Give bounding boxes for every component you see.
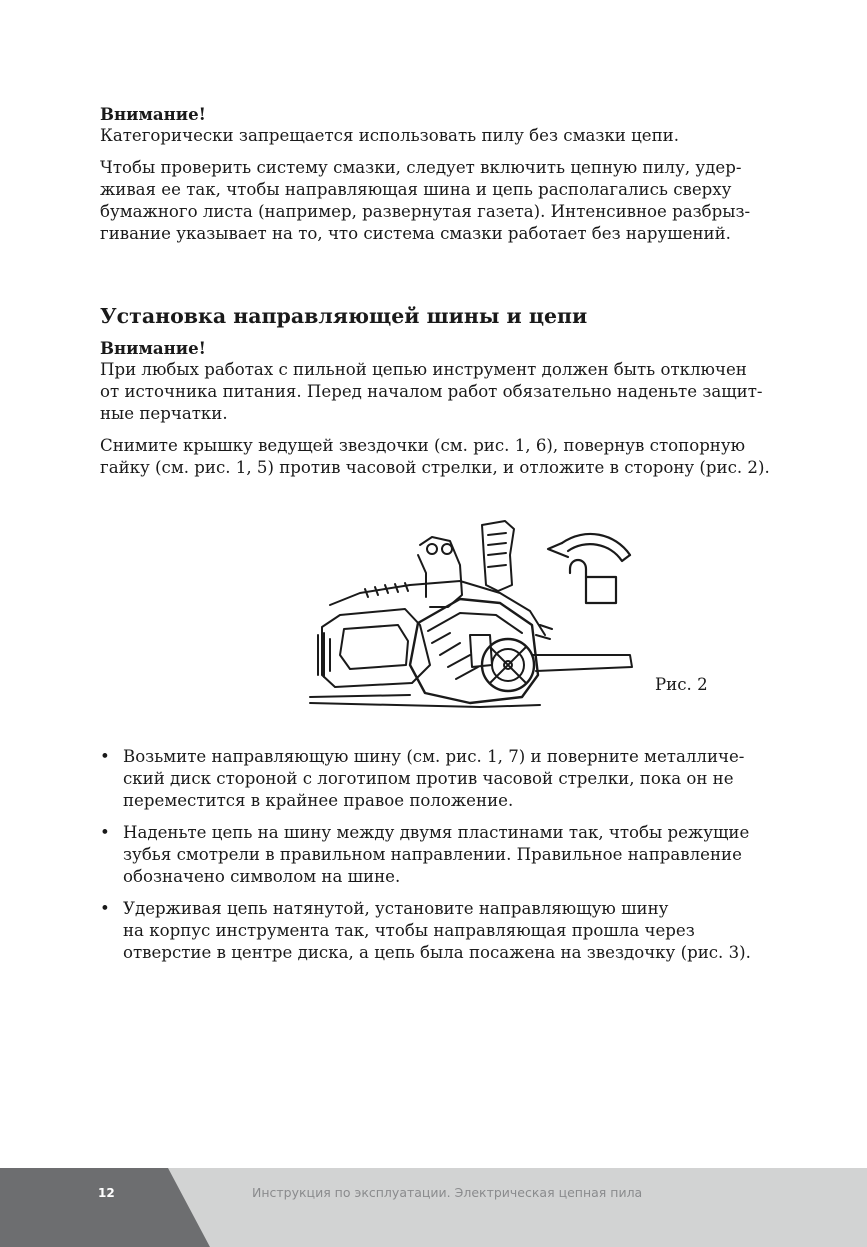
footer-dark-block [0,1168,210,1247]
warning-text-1: Категорически запрещается использовать пилу без смазки цепи. [100,126,680,145]
bullet-symbol: • [100,899,110,918]
instruction-list [100,746,800,974]
list-item: • Возьмите направляющую шину (см. рис. 1, 7) и поверните металличе- ский диск стороной с логотипом против часовой стрелки, пока он не переместится в крайнее правое положение. [100,747,745,810]
main-content [100,103,800,479]
bullet-symbol: • [100,823,110,842]
page-footer [0,1168,867,1247]
footer-title: Инструкция по эксплуатации. Электрическая цепная пила [252,1185,643,1200]
list-item: • Удерживая цепь натянутой, установите направляющую шину на корпус инструмента так, чтобы направляющая прошла через отверстие в центре диска, а цепь была посажена на звездочку (рис. 3). [100,899,751,962]
bullet-symbol: • [100,747,110,766]
warning-title-1: Внимание! [100,104,206,124]
figure-caption: Рис. 2 [655,675,708,694]
lubrication-paragraph: Чтобы проверить систему смазки, следует включить цепную пилу, удер- живая ее так, чтобы направляющая шина и цепь располагались сверху бумажного листа (например, развернутая газета). Интенсивное разбрыз- гивание указывает на то, что система смазки работает без нарушений. [100,158,751,243]
warning-text-2: При любых работах с пильной цепью инструмент должен быть отключен от источника питания. Перед началом работ обязательно наденьте защит- ные перчатки. [100,360,763,423]
remove-cover-paragraph: Снимите крышку ведущей звездочки (см. рис. 1, 6), повернув стопорную гайку (см. рис. 1, 5) против часовой стрелки, и отложите в сторону (рис. 2). [100,436,770,477]
list-item: • Наденьте цепь на шину между двумя пластинами так, чтобы режущие зубья смотрели в правильном направлении. Правильное направление обозначено символом на шине. [100,823,750,886]
section-heading: Установка направляющей шины и цепи [100,304,588,328]
page-number: 12 [98,1186,115,1200]
warning-title-2: Внимание! [100,338,206,358]
chainsaw-sprocket-cover-illustration [300,515,645,710]
